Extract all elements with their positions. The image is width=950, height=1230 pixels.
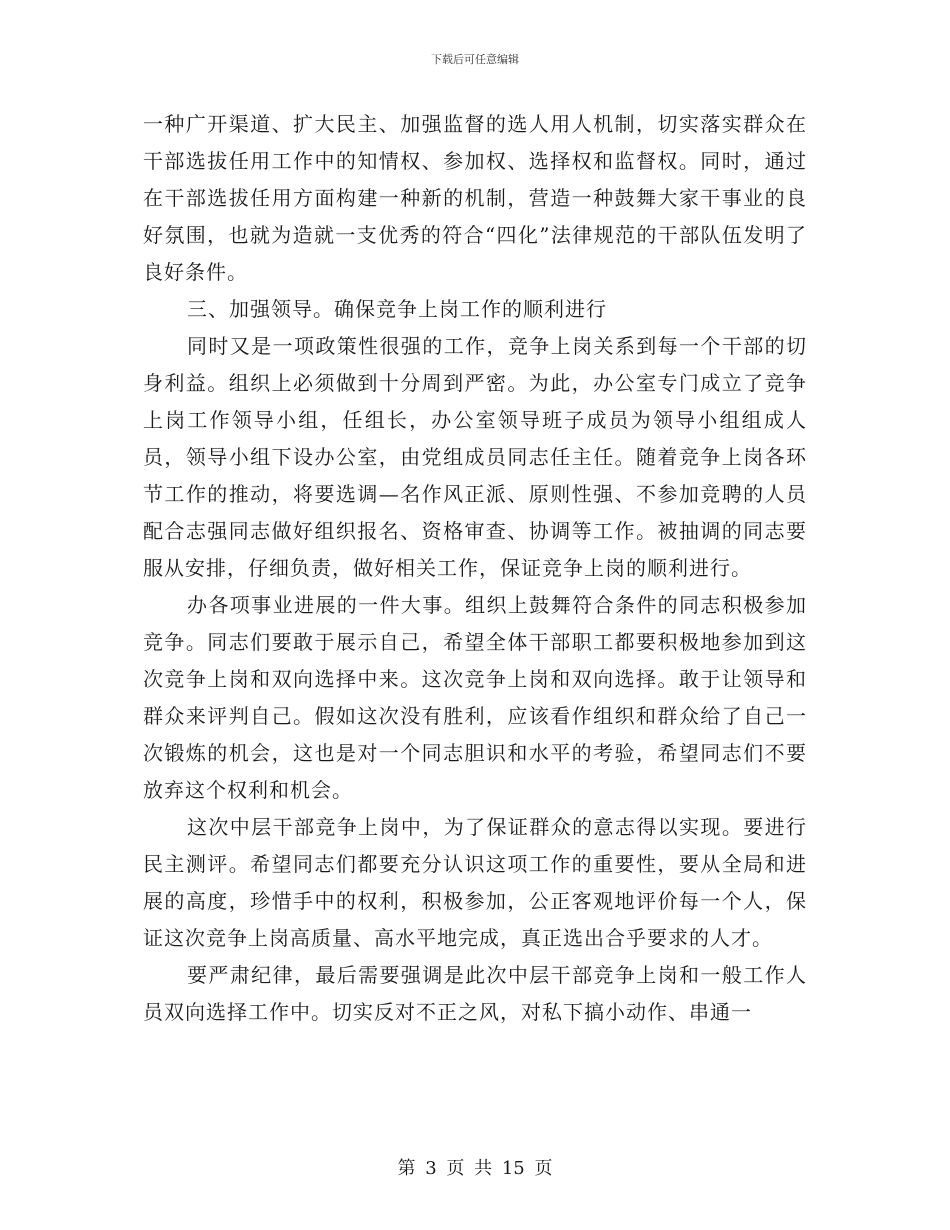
paragraph-4: 这次中层干部竞争上岗中，为了保证群众的意志得以实现。要进行民主测评。希望同志们都要充分认识这项工作的重要性，要从全局和进展的高度，珍惜手中的权利，积极参加，公正客观地评价每一个人，保证这次竞争上岗高质量、高水平地完成，真正选出合乎要求的人才。 <box>143 815 807 950</box>
paragraph-1: 一种广开渠道、扩大民主、加强监督的选人用人机制，切实落实群众在干部选拔任用工作中的知情权、参加权、选择权和监督权。同时，通过在干部选拔任用方面构建一种新的机制，营造一种鼓舞大家干事业的良好氛围，也就为造就一支优秀的符合“四化”法律规范的干部队伍发明了良好条件。 <box>143 112 807 284</box>
paragraph-2: 同时又是一项政策性很强的工作，竞争上岗关系到每一个干部的切身利益。组织上必须做到十分周到严密。为此，办公室专门成立了竞争上岗工作领导小组，任组长，办公室领导班子成员为领导小组组成人员，领导小组下设办公室，由党组成员同志任主任。随着竞争上岗各环节工作的推动，将要选调—名作风正派、原则性强、不参加竞聘的人员配合志强同志做好组织报名、资格审查、协调等工作。被抽调的同志要服从安排，仔细负责，做好相关工作，保证竞争上岗的顺利进行。 <box>143 334 807 580</box>
paragraph-3: 办各项事业进展的一件大事。组织上鼓舞符合条件的同志积极参加竞争。同志们要敢于展示自己，希望全体干部职工都要积极地参加到这次竞争上岗和双向选择中来。这次竞争上岗和双向选择。敢于让领导和群众来评判自己。假如这次没有胜利，应该看作组织和群众给了自己一次锻炼的机会，这也是对一个同志胆识和水平的考验，希望同志们不要放弃这个权利和机会。 <box>143 593 807 802</box>
page-number: 第 3 页 共 15 页 <box>397 1158 553 1179</box>
page-header: 下载后可任意编辑 <box>431 53 519 66</box>
paragraph-5: 要严肃纪律，最后需要强调是此次中层干部竞争上岗和一般工作人员双向选择工作中。切实反对不正之风，对私下搞小动作、串通一 <box>143 963 807 1024</box>
document-body <box>143 106 807 1031</box>
section-heading: 三、加强领导。确保竞争上岗工作的顺利进行 <box>187 297 607 321</box>
